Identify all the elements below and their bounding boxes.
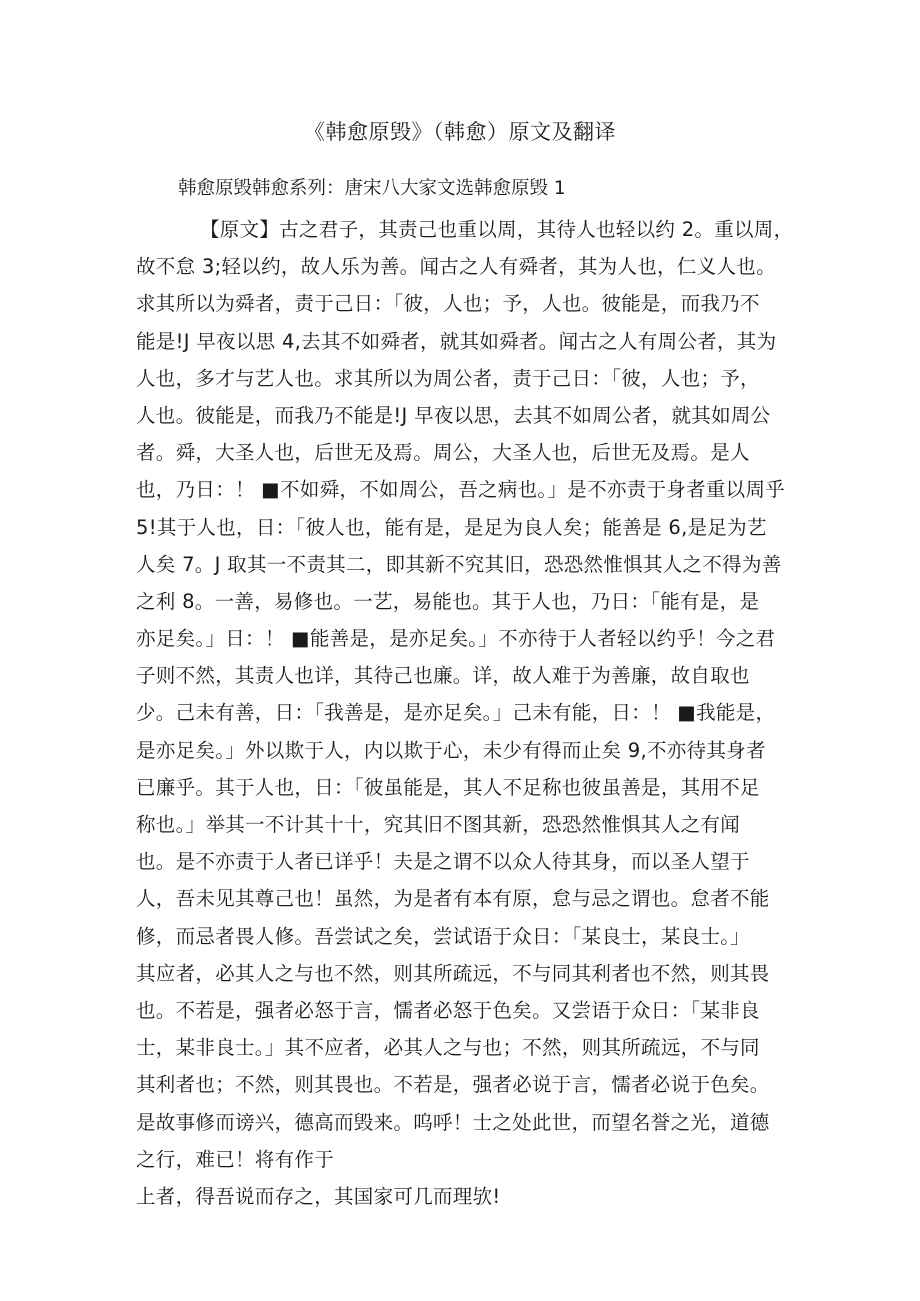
- text-line: 士，某非良士。」其不应者，必其人之与也；不然，则其所疏远，不与同: [136, 1036, 760, 1060]
- text-line: 之利 8。一善，易修也。一艺，易能也。其于人也，乃日：「能有是，是: [136, 589, 760, 613]
- text-line: 亦足矣。」日：！ ■能善是，是亦足矣。」不亦待于人者轻以约乎！今之君: [136, 627, 776, 651]
- text-line: 【原文】古之君子，其责己也重以周，其待人也轻以约 2。重以周，: [200, 218, 794, 241]
- text-line: 人矣 7。J 取其一不责其二，即其新不究其旧，恐恐然惟惧其人之不得为善: [136, 552, 782, 576]
- text-line: 已廉乎。其于人也，日：「彼虽能是，其人不足称也彼虽善是，其用不足: [136, 775, 760, 799]
- text-line: 故不怠 3;轻以约，故人乐为善。闻古之人有舜者，其为人也，仁义人也。: [136, 255, 776, 279]
- document-body: [136, 211, 794, 1215]
- text-line: 子则不然，其责人也详，其待己也廉。详，故人难于为善廉，故自取也: [136, 664, 750, 688]
- text-line: 人，吾未见其尊己也！虽然，为是者有本有原，怠与忌之谓也。怠者不能: [136, 887, 770, 911]
- text-line: 也。是不亦责于人者已详乎！夫是之谓不以众人待其身，而以圣人望于: [136, 850, 750, 874]
- text-line: 人也。彼能是，而我乃不能是!J 早夜以思，去其不如周公者，就其如周公: [136, 403, 771, 427]
- text-line: 求其所以为舜者，责于己日：「彼，人也；予，人也。彼能是，而我乃不: [136, 292, 760, 316]
- text-line: 也，乃日：！ ■不如舜，不如周公，吾之病也。」是不亦责于身者重以周乎: [136, 478, 786, 502]
- text-line: 人也，多才与艺人也。求其所以为周公者，责于己日：「彼，人也；予，: [136, 366, 760, 390]
- text-line: 5!其于人也，日：「彼人也，能有是，是足为良人矣；能善是 6,是足为艺: [136, 515, 767, 539]
- text-line: 其应者，必其人之与也不然，则其所疏远，不与同其利者也不然，则其畏: [136, 961, 770, 985]
- text-line: 者。舜，大圣人也，后世无及焉。周公，大圣人也，后世无及焉。是人: [136, 441, 750, 465]
- text-line: 之行，难已！将有作于: [136, 1147, 335, 1171]
- text-line: 是亦足矣。」外以欺于人，内以欺于心，未少有得而止矣 9,不亦待其身者: [136, 738, 766, 762]
- text-line: 称也。」举其一不计其十十，究其旧不图其新，恐恐然惟惧其人之有闻: [136, 813, 741, 836]
- document-subtitle: 韩愈原毁韩愈系列：唐宋八大家文选韩愈原毁 1: [178, 178, 566, 199]
- text-line: 上者，得吾说而存之，其国家可几而理欤!: [136, 1184, 501, 1208]
- text-line: 少。己未有善，日：「我善是，是亦足矣。」己未有能，日：！ ■我能是，: [136, 701, 776, 725]
- text-line: 是故事修而谤兴，德高而毁来。呜呼！士之处此世，而望名誉之光，道德: [136, 1110, 770, 1134]
- document-title: 《韩愈原毁》（韩愈）原文及翻译: [304, 120, 616, 144]
- text-line: 能是!J 早夜以思 4,去其不如舜者，就其如舜者。闻古之人有周公者，其为: [136, 329, 777, 353]
- text-line: 修，而忌者畏人修。吾尝试之矣，尝试语于众日：「某良士，某良士。」: [136, 924, 751, 948]
- text-line: 其利者也；不然，则其畏也。不若是，强者必说于言，懦者必说于色矣。: [136, 1073, 770, 1097]
- text-line: 也。不若是，强者必怒于言，懦者必怒于色矣。又尝语于众日：「某非良: [136, 998, 760, 1022]
